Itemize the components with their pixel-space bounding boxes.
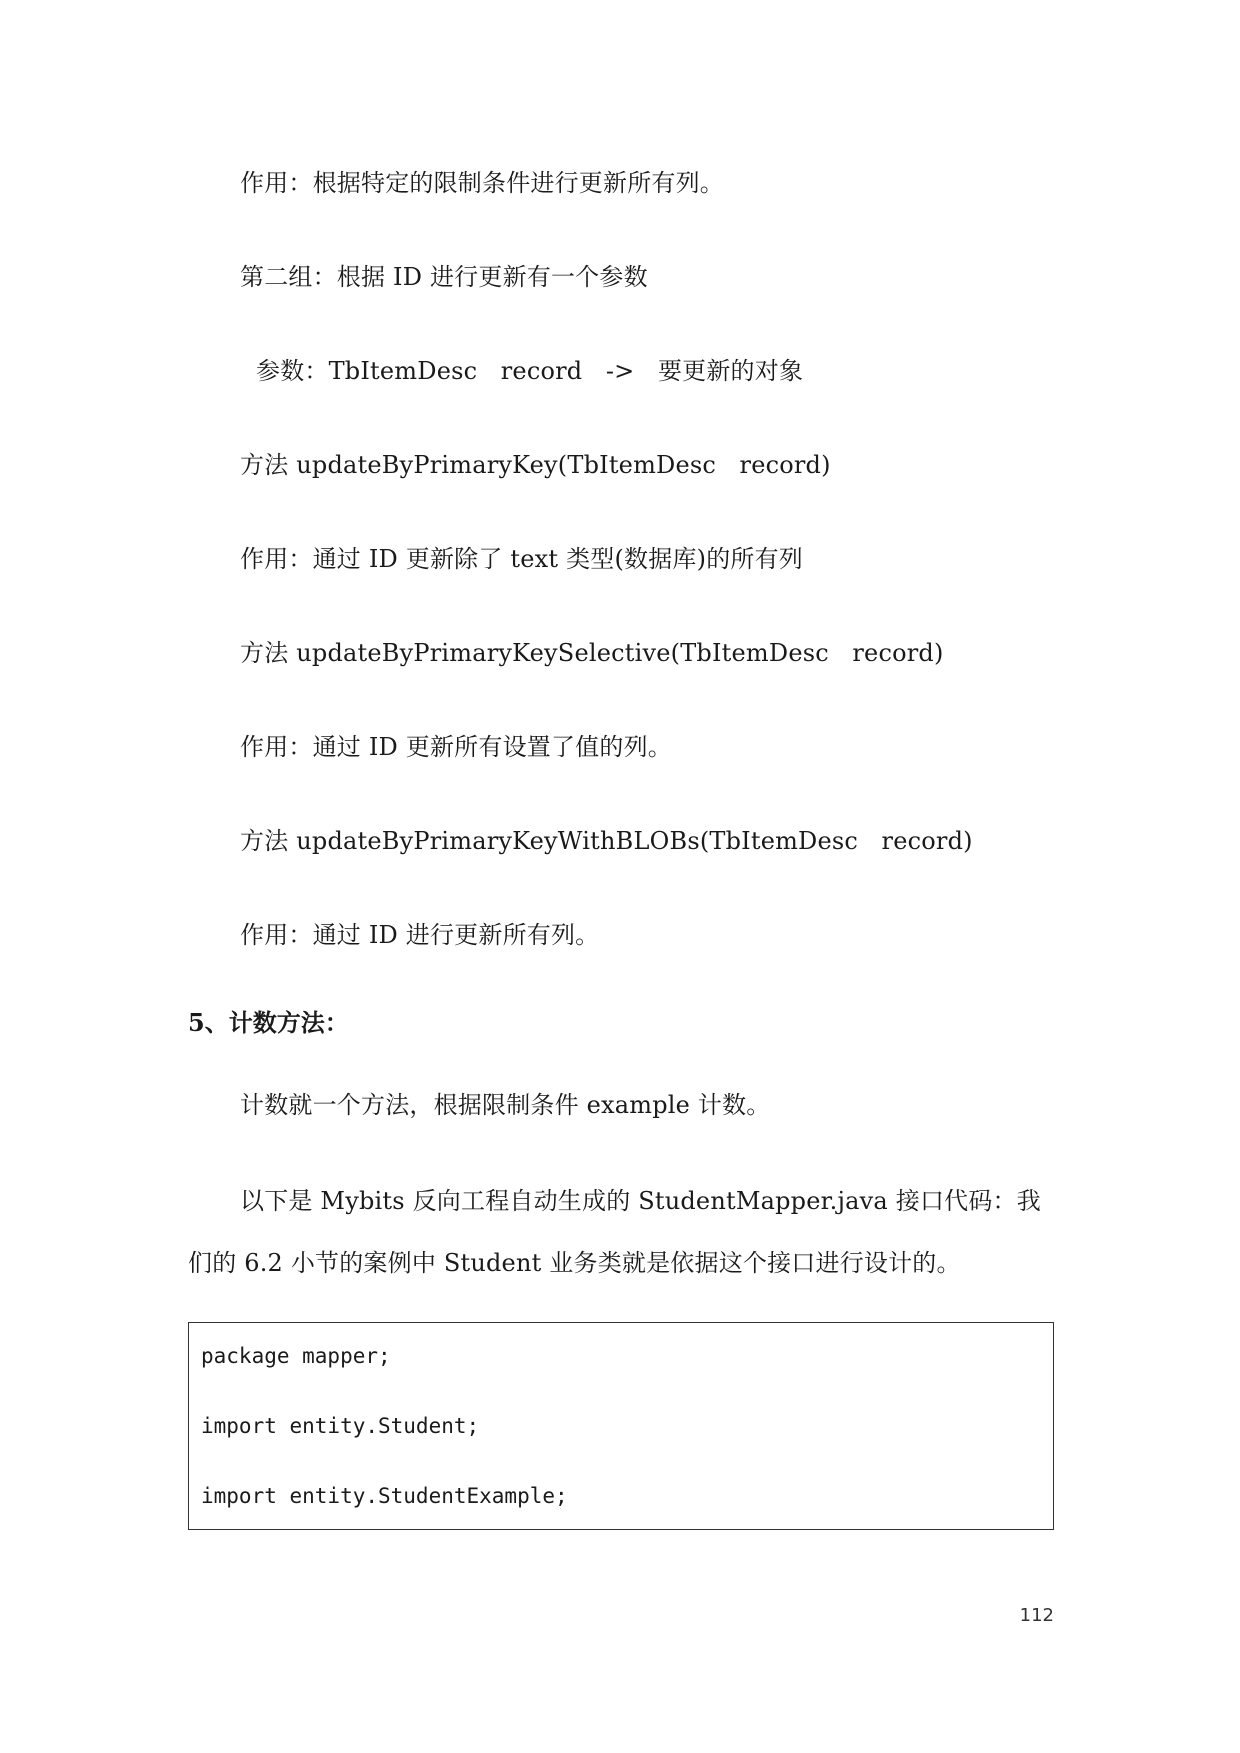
paragraph-mapper-intro-line1: 以下是 Mybits 反向工程自动生成的 StudentMapper.java 接口代码：我 xyxy=(240,1187,1041,1215)
body-line-parameter: 参数：TbItemDesc record -> 要更新的对象 xyxy=(256,357,804,385)
body-line-group-two: 第二组：根据 ID 进行更新有一个参数 xyxy=(240,263,648,291)
paragraph-mapper-intro-line2: 们的 6.2 小节的案例中 Student 业务类就是依据这个接口进行设计的。 xyxy=(188,1249,961,1277)
body-line-purpose-update-all: 作用：通过 ID 进行更新所有列。 xyxy=(240,921,600,949)
page-number: 112 xyxy=(1019,1605,1054,1626)
code-block xyxy=(188,1322,1054,1530)
body-line-method-update-selective: 方法 updateByPrimaryKeySelective(TbItemDesc record) xyxy=(240,639,944,667)
code-line-import-student-example: import entity.StudentExample; xyxy=(201,1484,568,1508)
body-line-method-update-by-primary-key: 方法 updateByPrimaryKey(TbItemDesc record) xyxy=(240,451,831,479)
code-line-package: package mapper; xyxy=(201,1344,391,1368)
body-line-method-update-with-blobs: 方法 updateByPrimaryKeyWithBLOBs(TbItemDesc record) xyxy=(240,827,973,855)
body-line-purpose-update-set-values: 作用：通过 ID 更新所有设置了值的列。 xyxy=(240,733,672,761)
code-line-import-student: import entity.Student; xyxy=(201,1414,480,1438)
body-line-purpose-update-by-example: 作用：根据特定的限制条件进行更新所有列。 xyxy=(240,169,724,197)
section-heading-count-method: 5、计数方法： xyxy=(188,1008,349,1037)
paragraph-count-method: 计数就一个方法，根据限制条件 example 计数。 xyxy=(240,1091,771,1119)
body-line-purpose-update-non-text: 作用：通过 ID 更新除了 text 类型(数据库)的所有列 xyxy=(240,545,803,573)
